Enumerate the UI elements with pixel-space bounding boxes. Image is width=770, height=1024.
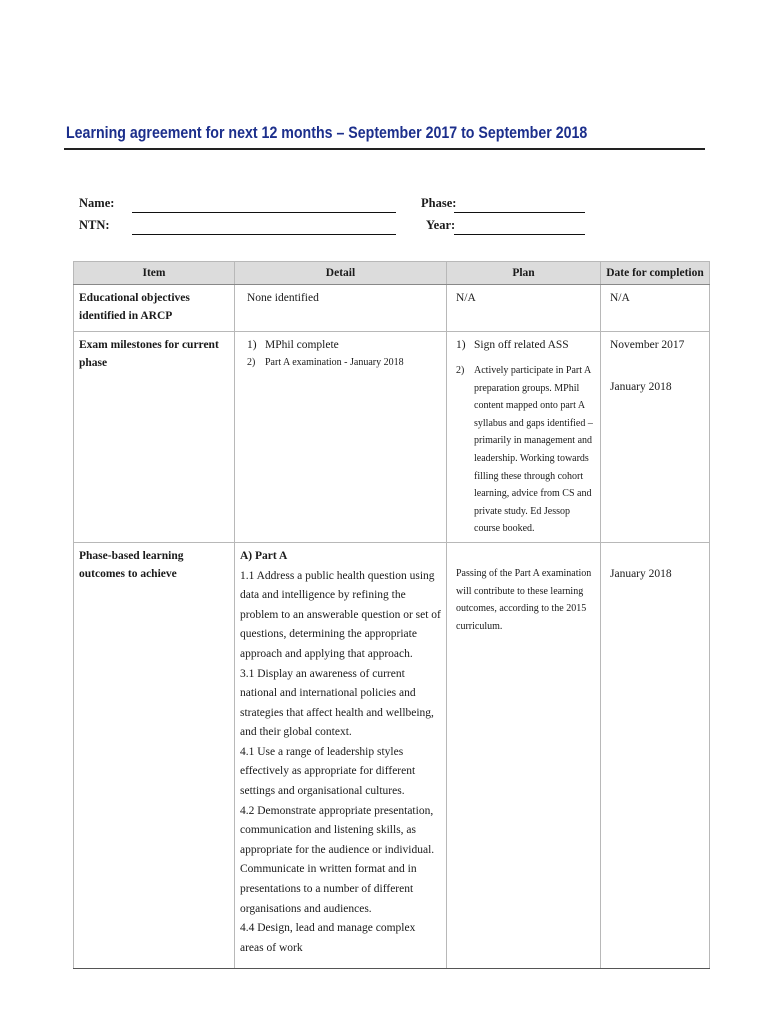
row3-detail-line: 4.2 Demonstrate appropriate presentation, communication and listening skills, as appropriate for the audience or individual. Communicate in written format and in presentations to a number of different organisations and audiences. (240, 804, 435, 915)
page-title: Learning agreement for next 12 months – September 2017 to September 2018 (66, 124, 588, 142)
list-number: 2) (456, 365, 465, 376)
row2-item: Exam milestones for current phase (74, 332, 235, 543)
table-row (74, 285, 710, 332)
name-label: Name: (79, 196, 115, 210)
year-label: Year: (426, 218, 456, 232)
row3-detail-line: 1.1 Address a public health question using data and intelligence by refining the problem to an answerable question or set of questions, determining the appropriate approach and applying that approach. (240, 569, 441, 660)
table-row (74, 332, 710, 543)
row3-plan: Passing of the Part A examination will contribute to these learning outcomes, according to the 2015 curriculum. (447, 542, 601, 968)
header-detail: Detail (235, 262, 447, 285)
year-field[interactable] (454, 234, 585, 235)
list-item (456, 362, 595, 538)
row3-detail-line: 3.1 Display an awareness of current national and international policies and strategies that affect health and wellbeing, and their global context. (240, 667, 434, 739)
row3-detail-line: 4.1 Use a range of leadership styles effectively as appropriate for different settings and organisational cultures. (240, 745, 416, 798)
name-field[interactable] (132, 212, 396, 213)
row2-plan-2: Actively participate in Part A preparation groups. MPhil content mapped onto part A syllabus and gaps identified – primarily in management and leadership. Working towards filling these through cohort learning, advice from CS and private study. Ed Jessop course booked. (474, 365, 593, 535)
header-date: Date for completion (601, 262, 710, 285)
list-item (247, 336, 441, 354)
row3-date: January 2018 (601, 542, 710, 968)
ntn-field[interactable] (132, 234, 396, 235)
row1-plan: N/A (447, 285, 601, 332)
row3-detail-heading: A) Part A (240, 549, 288, 562)
header-plan: Plan (447, 262, 601, 285)
header-item: Item (74, 262, 235, 285)
row1-detail: None identified (235, 285, 447, 332)
phase-field[interactable] (454, 212, 585, 213)
row2-detail-2: Part A examination - January 2018 (265, 357, 404, 368)
list-number: 1) (247, 339, 257, 351)
spacer (240, 958, 441, 964)
list-number: 1) (456, 339, 466, 351)
row3-detail-line: 4.4 Design, lead and manage complex areas of work (240, 922, 416, 954)
list-item (247, 354, 441, 372)
spacer (456, 354, 595, 362)
phase-label: Phase: (421, 196, 457, 210)
row2-date-2: January 2018 (610, 381, 672, 393)
row1-item: Educational objectives identified in ARCP (74, 285, 235, 332)
row2-detail-1: MPhil complete (265, 339, 339, 351)
row2-plan-1: Sign off related ASS (474, 339, 569, 351)
list-item (456, 336, 595, 354)
table-row (74, 542, 710, 968)
title-underline (64, 148, 705, 150)
learning-agreement-table (73, 261, 710, 969)
ntn-label: NTN: (79, 218, 110, 232)
row1-date: N/A (601, 285, 710, 332)
list-number: 2) (247, 357, 256, 368)
spacer (610, 354, 704, 378)
row2-date-1: November 2017 (610, 339, 685, 351)
row3-item: Phase-based learning outcomes to achieve (74, 542, 235, 968)
